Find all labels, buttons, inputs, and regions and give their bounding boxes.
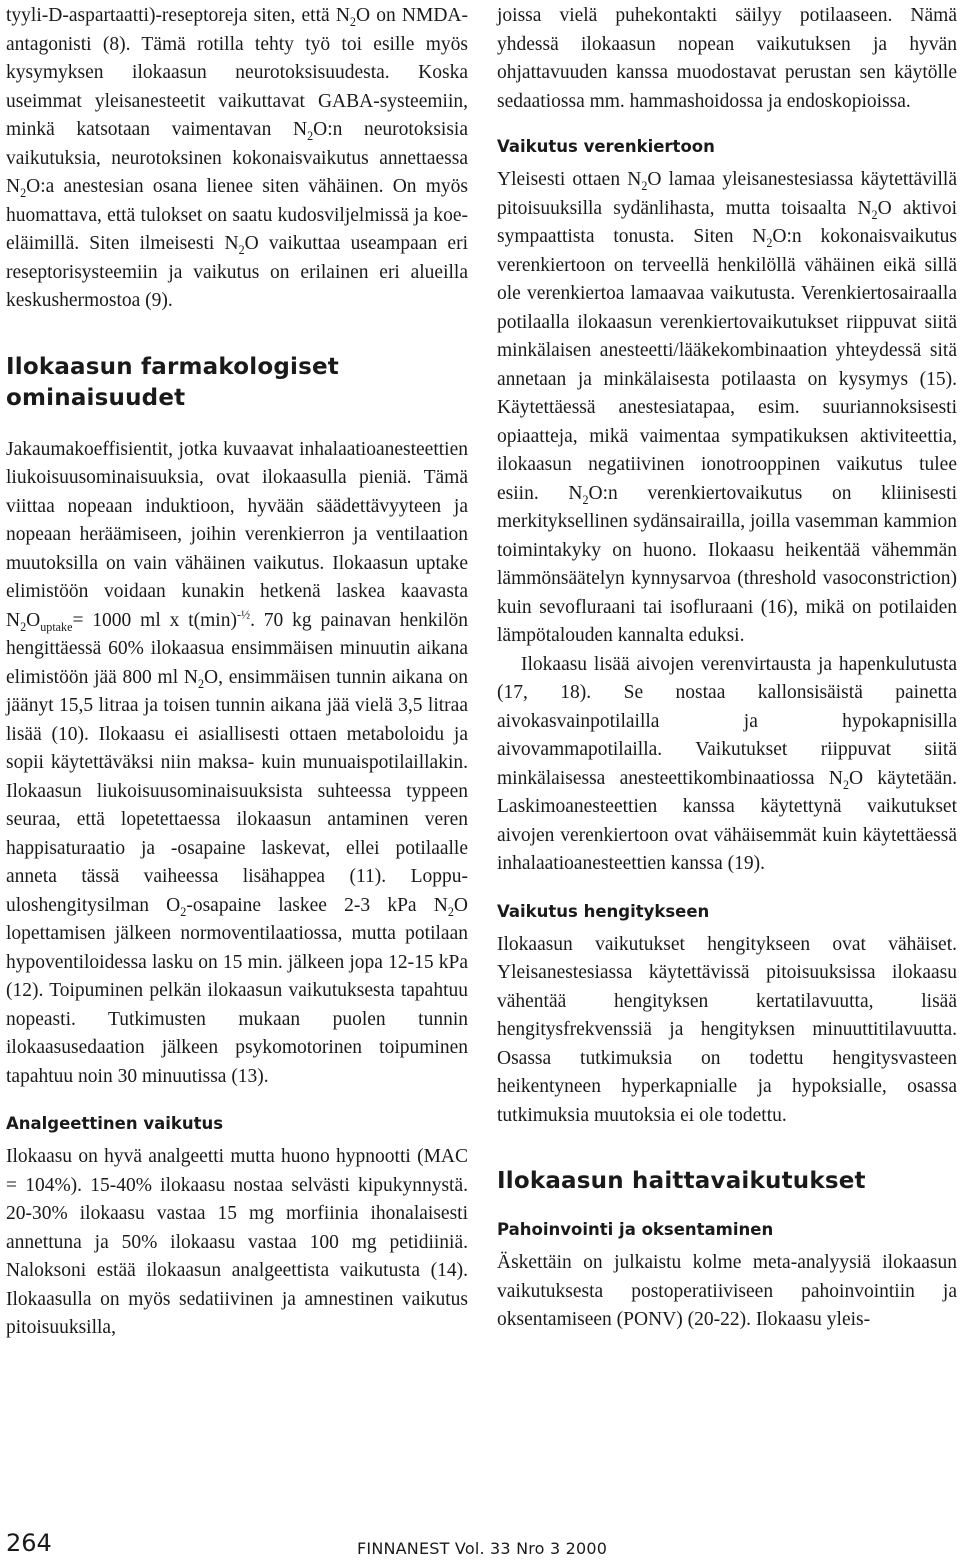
- page-number: 264: [6, 1529, 52, 1557]
- paragraph-respiration: Ilokaasun vaikutukset hengitykseen ovat vähäiset. Yleisanestesiassa käytettävissä pitoisuuksissa ilokaasu vähentää hengityksen kertatilavuutta, lisää hengitysfrekvenssiä ja hengityksen minuuttitilavuutta. Osassa tutkimuksia on todettu hengitysvasteen heikentyneen hyperkapnialle ja hypoksialle, osassa tutkimuksia muutoksia ei ole todettu.: [497, 933, 957, 1126]
- paragraph-ponv: Äskettäin on julkaistu kolme meta-analyysiä ilokaasun vaikutuksesta postoperatiiviseen pahoinvointiin ja oksentamiseen (PONV) (20-22). Ilokaasu yleis-: [497, 1252, 957, 1330]
- journal-issue: Vol. 33 Nro 3 2000: [454, 1539, 608, 1558]
- heading-respiration: Vaikutus hengitykseen: [497, 901, 710, 921]
- heading-pharmacology: Ilokaasun farmakologiset ominaisuudet: [6, 353, 339, 411]
- heading-ponv: Pahoinvointi ja oksentaminen: [497, 1220, 774, 1239]
- paragraph-brain-circulation: Ilokaasu lisää aivojen verenvirtausta ja hapenkulutusta (17, 18). Se nostaa kallonsisäistä painetta aivokasvainpotilailla ja hypokapnisilla aivovammapotilailla. Vaikutukset riippuvat siitä minkälaisessa anesteettikombinaatiossa $N_2O$ käytetään. Laskimoanesteettien kanssa käytettynä vaikutukset aivojen verenkiertoon ovat vähäisemmät kuin käytettäessä inhalaatioanesteettien kanssa (19).: [497, 653, 957, 874]
- heading-analgesic: Analgeettinen vaikutus: [6, 1114, 224, 1133]
- heading-circulation: Vaikutus verenkiertoon: [497, 137, 715, 156]
- paragraph-circulation: Yleisesti ottaen $N_2O$ lamaa yleisanestesiassa käytettävillä pitoisuuksilla sydänlihasta, mutta toisaalta $N_2O$ aktivoi sympaattista tonusta. Siten $N_2O:n$ kokonaisvaikutus verenkiertoon on terveellä henkilöllä vähäinen eikä sillä ole verenkiertoa lamaavaa vaikutusta. Verenkiertosairaalla potilaalla ilokaasun verenkiertovaikutukset riippuvat siitä minkälaisen anesteetti/lääkekombinaation yhteydessä sitä annetaan ja minkälaisesta potilaasta on kysymys (15). Käytettäessä anestesiatapaa, esim. suuriannoksisesti opiaatteja, mikä vaimentaa sympatikuksen aktiviteettia, ilokaasun negatiivinen ionotrooppinen vaikutus tulee esiin. $N_2O:n$ verenkiertovaikutus on kliinisesti merkityksellinen sydänsairailla, joilla vasemman kammion toimintakyky on huono. Ilokaasu heikentää vähemmän lämmönsäätelyn kynnysarvoa (threshold vasoconstriction) kuin sevofluraani tai isofluraani (16), mikä on potilaiden lämpötalouden kannalta eduksi.: [497, 169, 957, 646]
- paragraph-pharmacology: Jakaumakoeffisientit, jotka kuvaavat inhalaatioanesteettien liukoisuusominaisuuksia, ovat ilokaasulla pieniä. Tämä viittaa nopeaan induktioon, hyvään säädettävyyteen ja nopeaan heräämiseen, joihin verenkierron ja ventilaation muutoksilla on vain vähäinen vaikutus. Ilokaasun uptake elimistöön voidaan kunakin hetkenä laskea kaavasta $N_2O_{uptake}= 1000$ ml x $t(\min)^{-\frac{1}{2}}$. 70 kg painavan henkilön hengittäessä 60% ilokaasua ensimmäisen minuutin aikana elimistöön jää 800 ml $N_2O$, ensimmäisen tunnin aikana on jäänyt 15,5 litraa ja toisen tunnin aikana jää vielä 3,5 litraa lisää (10). Ilokaasu ei asiallisesti ottaen metaboloidu ja sopii käytettäväksi niin maksa- kuin munuaispotilaillakin. Ilokaasun liukoisuusominaisuuksista suhteessa typpeen seuraa, että lopetettaessa ilokaasun antaminen veren happisaturaatio ja -osapaine laskevat, ellei potilaalle anneta tässä vaiheessa lisähappea (11). Loppu-uloshengitysilman $O_2$-osapaine laskee 2-3 kPa $N_2O$ lopettamisen jälkeen normoventilaatiossa, mutta potilaan hypoventiloidessa lasku on 15 min. jälkeen jopa 12-15 kPa (12). Toipuminen pelkän ilokaasun vaikutuksesta tapahtuu nopeasti. Tutkimusten mukaan puolen tunnin ilokaasusedaation jälkeen psykomotorinen toipuminen tapahtuu noin 30 minuutissa (13).: [6, 438, 469, 1087]
- paragraph-receptor: tyyli-D-aspartaatti)-reseptoreja siten, että $N_2O$ on NMDA-antagonisti (8). Tämä rotilla tehty työ toi esille myös kysymyksen ilokaasun neurotoksisuudesta. Koska useimmat yleisanesteetit vaikuttavat GABA-systeemiin, minkä katsotaan vaimentavan $N_2O:n$ neurotoksisia vaikutuksia, neurotoksinen kokonaisvaikutus annettaessa $N_2O:a$ anestesian osana lienee siten vähäinen. On myös huomattava, että tulokset on saatu kudosviljelmissä ja koe-eläimillä. Siten ilmeisesti $N_2O$ vaikuttaa useampaan eri reseptorisysteemiin ja vaikutus on erilainen eri alueilla keskushermostoa (9).: [6, 5, 468, 311]
- left-column: [6, 2, 468, 1343]
- journal-footer: [357, 1538, 607, 1560]
- paragraph-analgesic: Ilokaasu on hyvä analgeetti mutta huono hypnootti (MAC = 104%). 15-40% ilokaasu nostaa selvästi kipukynnystä. 20-30% ilokaasu vastaa 15 mg morfiinia ihonalaisesti annettuna ja 50% ilokaasu vastaa 100 mg petidiiniä. Naloksoni estää ilokaasun analgeettista vaikutusta (14). Ilokaasulla on myös sedatiivinen ja amnestinen vaikutus pitoisuuksilla,: [6, 1146, 468, 1338]
- right-column: [497, 2, 957, 1335]
- journal-name: FINNANEST: [357, 1539, 450, 1558]
- paragraph-sedation: joissa vielä puhekontakti säilyy potilaaseen. Nämä yhdessä ilokaasun nopean vaikutuksen ja hyvän ohjattavuuden kanssa muodostavat perustan sen käytölle sedaatiossa mm. hammashoidossa ja endoskopioissa.: [497, 5, 957, 112]
- heading-side-effects: Ilokaasun haittavaikutukset: [497, 1168, 866, 1194]
